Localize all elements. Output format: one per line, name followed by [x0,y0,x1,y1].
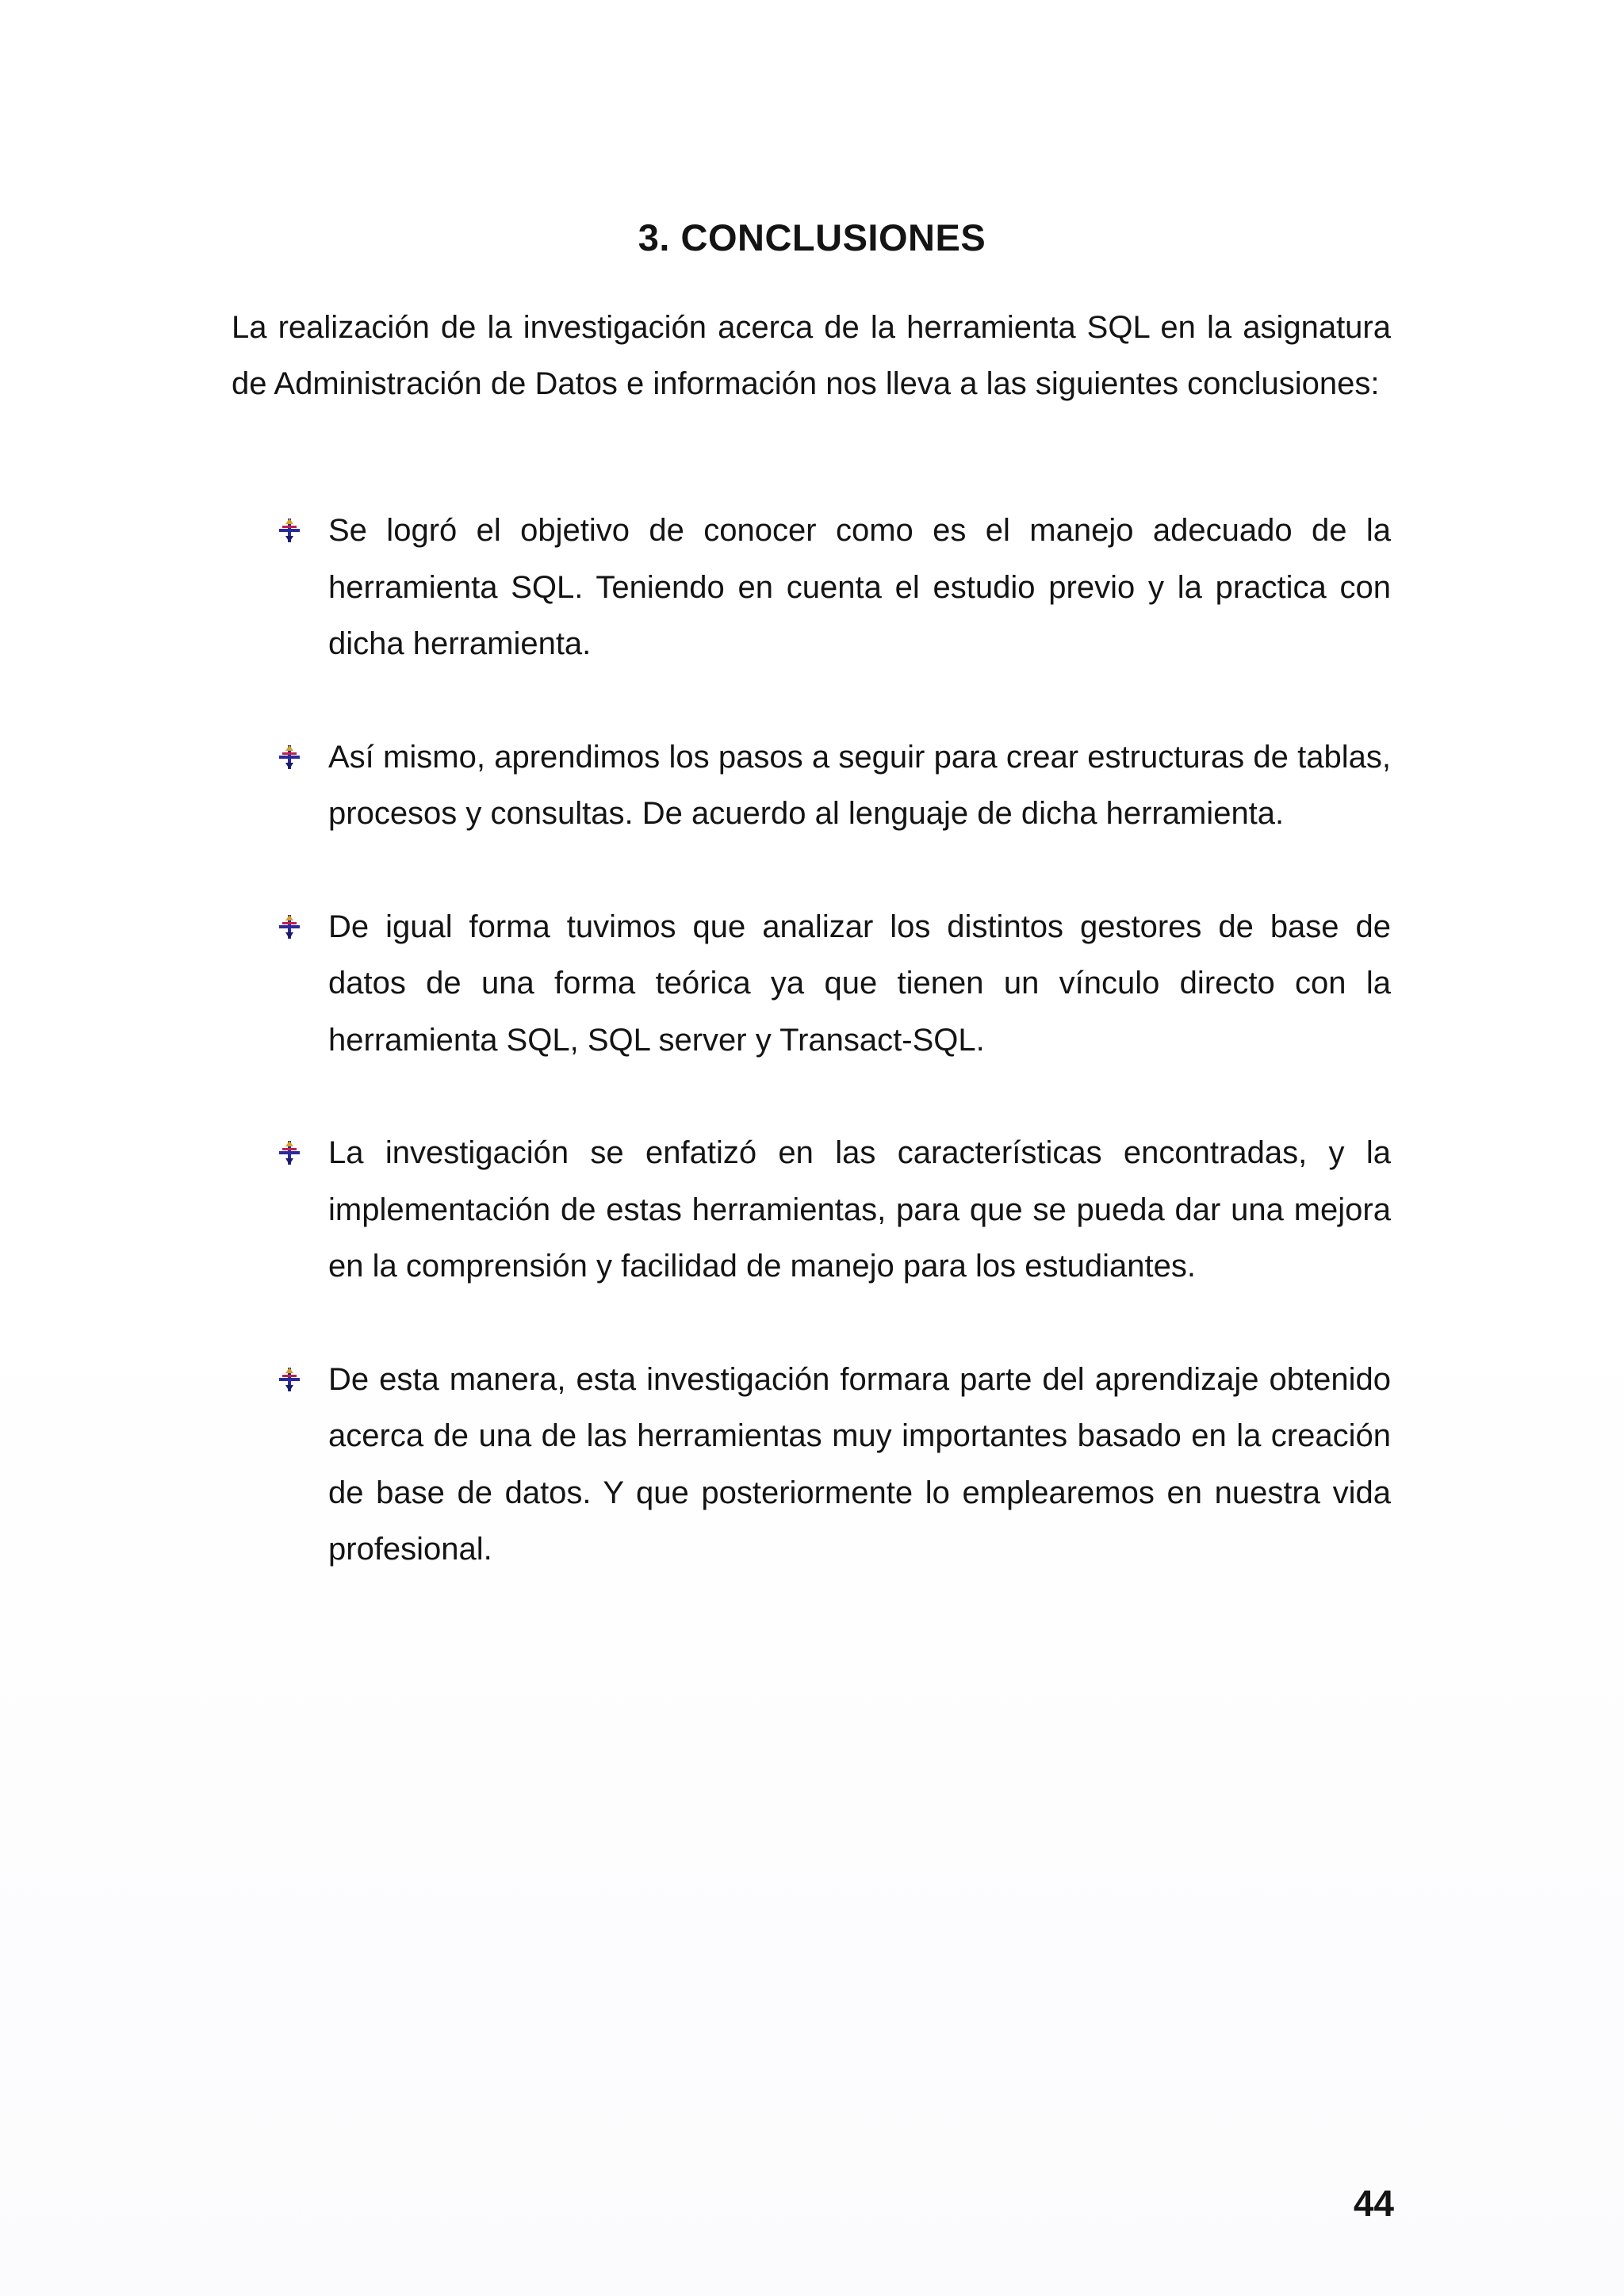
list-item [279,503,1391,673]
four-arrows-bullet-icon [279,1141,300,1165]
list-item-text: De esta manera, esta investigación formara parte del aprendizaje obtenido acerca de una de las herramientas muy importantes basado en la creación de base de datos. Y que posteriormente lo emplearemos en nuestra vida profesional. [328,1361,1391,1567]
four-arrows-bullet-icon [279,519,300,542]
list-item-text: La investigación se enfatizó en las características encontradas, y la implementación de estas herramientas, para que se pueda dar una mejora en la comprensión y facilidad de manejo para los estudiantes. [328,1135,1391,1284]
list-item-text: Se logró el objetivo de conocer como es el manejo adecuado de la herramienta SQL. Teniendo en cuenta el estudio previo y la practica con dicha herramienta. [328,513,1391,661]
list-item-text: Así mismo, aprendimos los pasos a seguir para crear estructuras de tablas, procesos y consultas. De acuerdo al lenguaje de dicha herramienta. [328,739,1391,831]
list-item-text: De igual forma tuvimos que analizar los distintos gestores de base de datos de una forma teórica ya que tienen un vínculo directo con la herramienta SQL, SQL server y Transact-SQL. [328,909,1391,1058]
four-arrows-bullet-icon [279,1368,300,1391]
page-number: 44 [1353,2183,1394,2224]
list-item [279,899,1391,1070]
list-item [279,1125,1391,1295]
section-heading: 3. CONCLUSIONES [638,216,986,258]
intro-paragraph: La realización de la investigación acerca de la herramienta SQL en la asignatura de Administración de Datos e información nos lleva a las siguientes conclusiones: [232,310,1391,401]
list-item [279,1352,1391,1578]
conclusions-list [279,503,1391,1635]
list-item [279,729,1391,843]
four-arrows-bullet-icon [279,745,300,769]
four-arrows-bullet-icon [279,915,300,939]
